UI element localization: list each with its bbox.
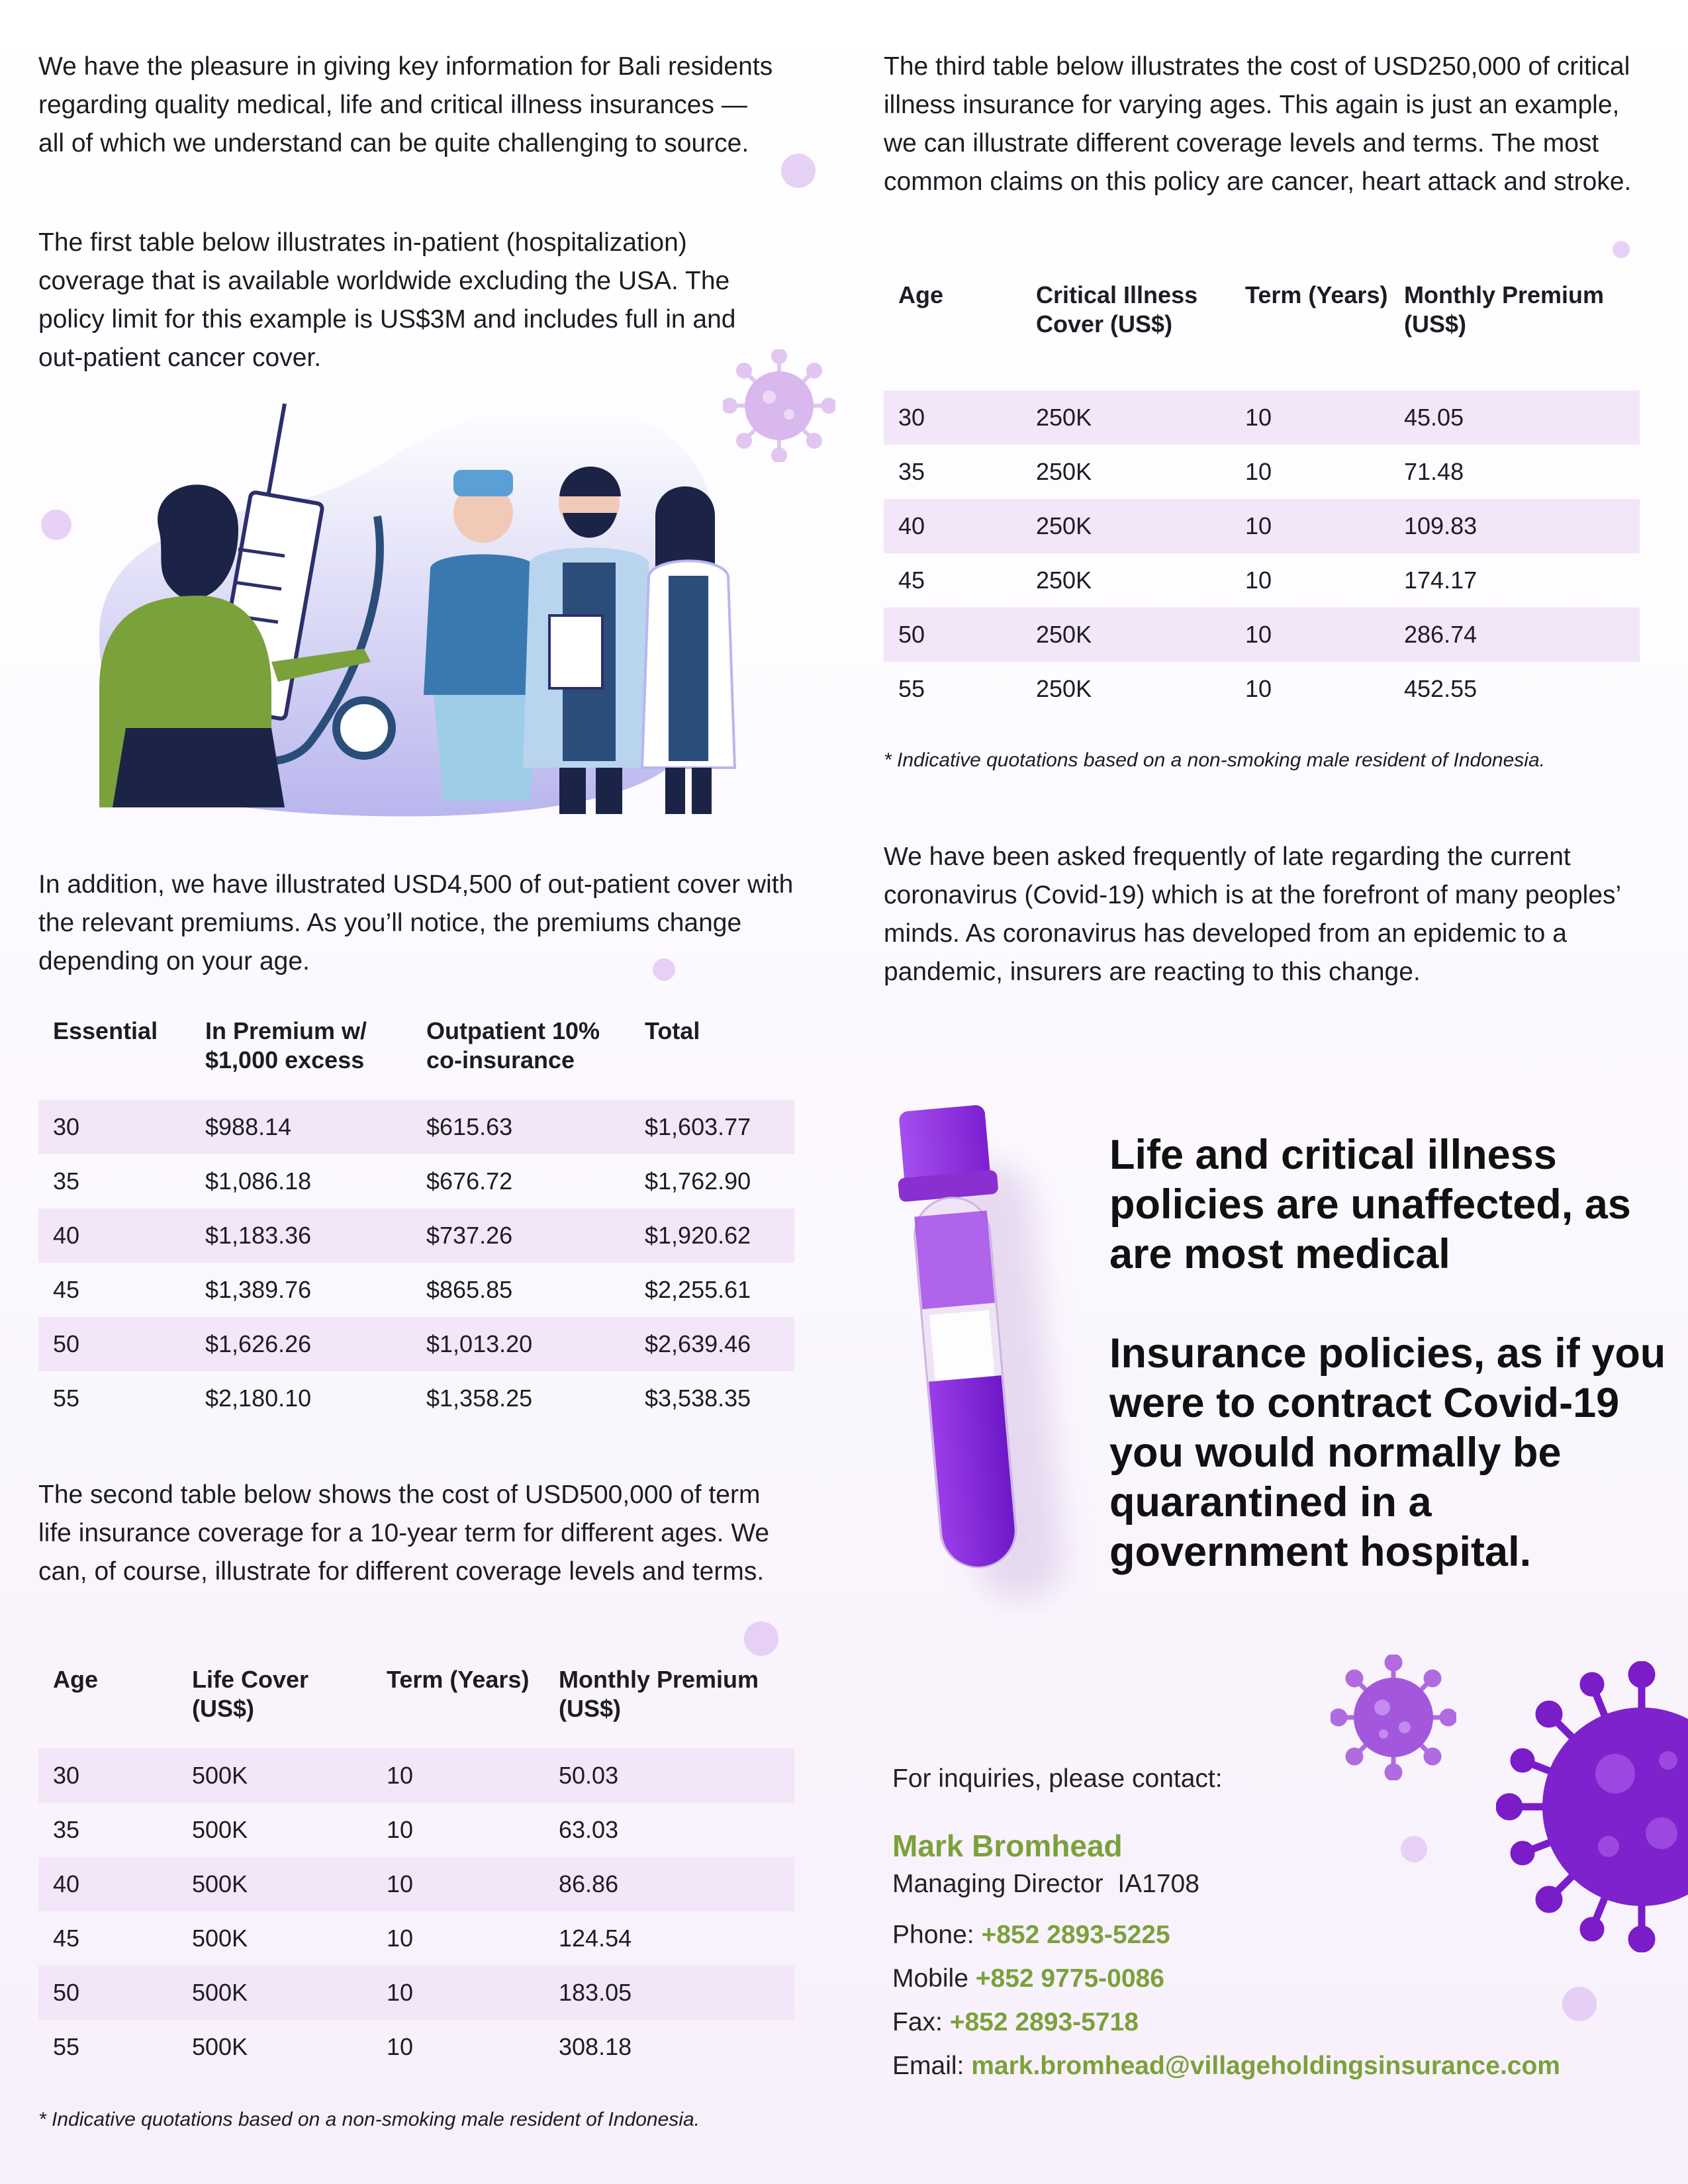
- phone-label: Phone:: [892, 1921, 974, 1949]
- table-cell: 35: [53, 1167, 80, 1195]
- medical-premium-table: [38, 1017, 794, 1426]
- email-link[interactable]: mark.bromhead@villageholdingsinsurance.com: [971, 2052, 1560, 2080]
- column-header: Monthly Premium (US$): [1404, 281, 1605, 338]
- table-cell: 500K: [192, 1925, 248, 1952]
- contact-fax-row: [892, 2001, 1560, 2044]
- table-cell: $865.85: [426, 1276, 513, 1303]
- table-row: [884, 499, 1640, 553]
- table-cell: 500K: [192, 1816, 248, 1843]
- table-cell: 55: [53, 1385, 80, 1412]
- email-label: Email:: [892, 2052, 964, 2080]
- table-cell: 30: [884, 390, 1021, 445]
- table-row: [38, 1208, 794, 1263]
- column-header: Monthly Premium (US$): [559, 1666, 759, 1722]
- contact-email-row: [892, 2044, 1560, 2088]
- column-header: Term (Years): [387, 1666, 530, 1693]
- outpatient-paragraph: In addition, we have illustrated USD4,500 of out-patient cover with the relevant premiums. As you’ll notice, the premiums change depending on your age.: [38, 870, 794, 976]
- decor-dot: [744, 1621, 778, 1656]
- column-header: Life Cover (US$): [192, 1666, 309, 1722]
- critical-illness-paragraph: The third table below illustrates the cost of USD250,000 of critical illness insurance for varying ages. This again is just an example, we can illustrate different coverage levels and terms. The most common claims on this policy are cancer, heart attack and stroke.: [884, 52, 1632, 196]
- table-cell: 174.17: [1404, 567, 1477, 594]
- table-row: [38, 1857, 794, 1911]
- column-header: Essential: [53, 1017, 158, 1044]
- table-row: [38, 1803, 794, 1857]
- table-cell: 10: [387, 1816, 414, 1843]
- column-header: In Premium w/ $1,000 excess: [205, 1017, 367, 1073]
- table-cell: $988.14: [191, 1100, 412, 1154]
- test-tube-illustration: [880, 1092, 1092, 1621]
- contact-intro: For inquiries, please contact:: [892, 1764, 1223, 1793]
- table-cell: 308.18: [559, 2033, 632, 2060]
- decor-dot: [1562, 1987, 1597, 2021]
- table-cell: 250K: [1036, 675, 1092, 702]
- table-cell: $2,639.46: [630, 1317, 794, 1371]
- table-row: [884, 553, 1640, 608]
- life-footnote: * Indicative quotations based on a non-smoking male resident of Indonesia.: [38, 2109, 700, 2130]
- table-cell: 10: [1245, 567, 1272, 594]
- column-header: Outpatient 10% co-insurance: [426, 1017, 600, 1073]
- table-cell: 63.03: [559, 1816, 619, 1843]
- statement-unaffected: Life and critical illness policies are unaffected, as are most medical: [1109, 1132, 1631, 1277]
- critical-footnote: * Indicative quotations based on a non-smoking male resident of Indonesia.: [884, 749, 1545, 771]
- table-row: [38, 1911, 794, 1966]
- table-cell: 10: [1245, 458, 1272, 485]
- table-cell: 250K: [1021, 499, 1231, 553]
- table-cell: 500K: [192, 2033, 248, 2060]
- table-cell: 109.83: [1389, 499, 1640, 553]
- contact-phone-row: [892, 1913, 1560, 1957]
- table-row: [884, 445, 1640, 499]
- life-paragraph: The second table below shows the cost of USD500,000 of term life insurance coverage for a 10-year term for different ages. We can, of course, illustrate for different coverage levels and terms.: [38, 1480, 770, 1586]
- table-row: [38, 1100, 794, 1154]
- contact-block: [892, 1757, 1560, 2088]
- table-cell: $1,086.18: [205, 1167, 312, 1195]
- contact-mobile-row: [892, 1957, 1560, 2001]
- table-cell: 35: [53, 1816, 80, 1843]
- column-header: Total: [645, 1017, 700, 1044]
- statement-quarantine: Insurance policies, as if you were to contract Covid-19 you would normally be quarantined in a government hospital.: [1109, 1330, 1666, 1575]
- table-cell: $2,180.10: [205, 1385, 312, 1412]
- table-cell: $1,603.77: [630, 1100, 794, 1154]
- table-cell: 50.03: [544, 1749, 794, 1803]
- table-cell: 40: [38, 1208, 191, 1263]
- table-cell: 10: [372, 1749, 544, 1803]
- table-cell: $615.63: [412, 1100, 630, 1154]
- table-cell: $1,389.76: [205, 1276, 312, 1303]
- table-cell: 45.05: [1389, 390, 1640, 445]
- table-row: [38, 1263, 794, 1317]
- contact-title: Managing Director IA1708: [892, 1870, 1199, 1898]
- table-cell: 452.55: [1404, 675, 1477, 702]
- table-cell: 40: [884, 499, 1021, 553]
- table-cell: $1,358.25: [426, 1385, 533, 1412]
- medical-staff-illustration: [73, 397, 768, 821]
- table-row: [38, 1317, 794, 1371]
- table-cell: 183.05: [544, 1966, 794, 2020]
- table-cell: 10: [1231, 499, 1389, 553]
- table-cell: 45: [53, 1276, 80, 1303]
- table-cell: 10: [1231, 390, 1389, 445]
- table-cell: 50: [38, 1317, 191, 1371]
- table-cell: 500K: [177, 1749, 372, 1803]
- table-cell: $2,255.61: [645, 1276, 751, 1303]
- table-cell: 10: [1245, 675, 1272, 702]
- table-cell: 10: [387, 2033, 414, 2060]
- table-cell: 250K: [1021, 608, 1231, 662]
- table-cell: 500K: [177, 1966, 372, 2020]
- table-cell: $676.72: [426, 1167, 513, 1195]
- table-cell: 55: [53, 2033, 80, 2060]
- table-cell: 40: [38, 1857, 177, 1911]
- table-cell: 71.48: [1404, 458, 1464, 485]
- table-cell: 124.54: [559, 1925, 632, 1952]
- column-header: Age: [53, 1666, 99, 1693]
- table-cell: $1,183.36: [191, 1208, 412, 1263]
- table-row: [38, 1371, 794, 1426]
- decor-dot: [1613, 241, 1630, 258]
- inpatient-paragraph: The first table below illustrates in-patient (hospitalization) coverage that is available worldwide excluding the USA. The policy limit for this example is US$3M and includes full in and out-patient cancer cover.: [38, 228, 736, 372]
- table-row: [38, 1966, 794, 2020]
- table-cell: 10: [387, 1925, 414, 1952]
- decor-dot: [41, 510, 71, 540]
- phone-link[interactable]: +852 2893-5225: [981, 1921, 1170, 1949]
- fax-link[interactable]: +852 2893-5718: [949, 2008, 1139, 2036]
- table-cell: 30: [38, 1749, 177, 1803]
- intro-paragraph: We have the pleasure in giving key information for Bali residents regarding quality medical, life and critical illness insurances — all of which we understand can be quite challenging to source.: [38, 52, 773, 158]
- table-cell: 286.74: [1389, 608, 1640, 662]
- table-cell: 10: [372, 1857, 544, 1911]
- table-cell: $737.26: [412, 1208, 630, 1263]
- table-cell: 45: [53, 1925, 80, 1952]
- table-row: [38, 2020, 794, 2074]
- table-row: [38, 1154, 794, 1208]
- table-cell: 50: [38, 1966, 177, 2020]
- table-cell: $1,920.62: [630, 1208, 794, 1263]
- table-cell: 250K: [1036, 567, 1092, 594]
- table-cell: 10: [372, 1966, 544, 2020]
- contact-name: Mark Bromhead: [892, 1829, 1123, 1863]
- table-cell: 45: [898, 567, 925, 594]
- table-cell: $1,626.26: [191, 1317, 412, 1371]
- table-cell: 55: [898, 675, 925, 702]
- table-cell: $1,762.90: [645, 1167, 751, 1195]
- table-cell: 250K: [1036, 458, 1092, 485]
- table-cell: $1,013.20: [412, 1317, 630, 1371]
- mobile-label: Mobile: [892, 1964, 968, 1993]
- table-cell: 30: [38, 1100, 191, 1154]
- fax-label: Fax:: [892, 2008, 943, 2036]
- table-row: [884, 662, 1640, 716]
- table-row: [884, 390, 1640, 445]
- table-cell: 86.86: [544, 1857, 794, 1911]
- column-header: Term (Years): [1245, 281, 1388, 308]
- mobile-link[interactable]: +852 9775-0086: [975, 1964, 1164, 1993]
- table-row: [38, 1749, 794, 1803]
- column-header: Critical Illness Cover (US$): [1036, 281, 1198, 338]
- table-cell: 250K: [1021, 390, 1231, 445]
- table-row: [884, 608, 1640, 662]
- covid-statement: [1109, 1130, 1679, 1577]
- table-cell: 35: [898, 458, 925, 485]
- table-cell: 50: [884, 608, 1021, 662]
- life-cover-table: [38, 1665, 794, 2074]
- coronavirus-paragraph: We have been asked frequently of late regarding the current coronavirus (Covid-19) which is at the forefront of many peoples’ minds. As coronavirus has developed from an epidemic to a pandemic, insurers are reacting to this change.: [884, 842, 1620, 986]
- decor-dot: [781, 154, 816, 188]
- table-cell: $3,538.35: [645, 1385, 751, 1412]
- column-header: Age: [898, 281, 944, 308]
- table-cell: 500K: [177, 1857, 372, 1911]
- table-cell: 10: [1231, 608, 1389, 662]
- critical-illness-table: [884, 281, 1640, 716]
